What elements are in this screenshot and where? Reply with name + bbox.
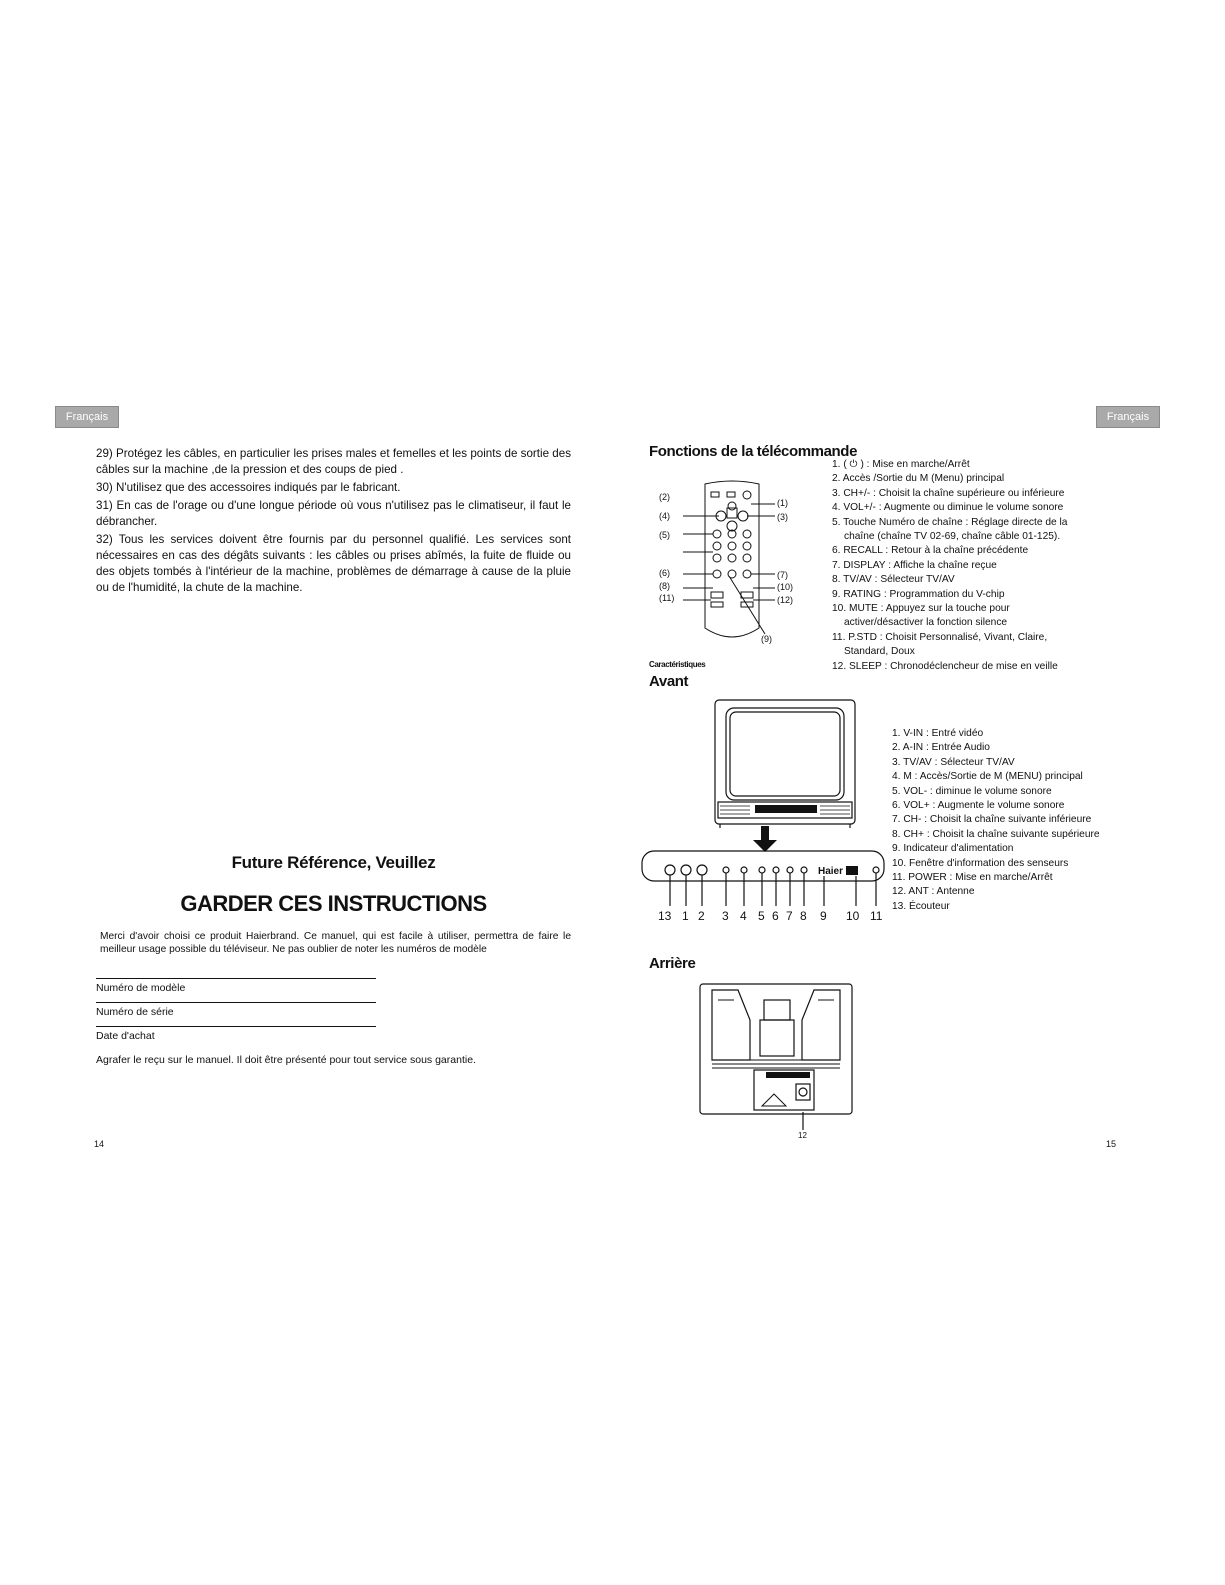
model-number-field: Numéro de modèle (96, 978, 376, 1002)
remote-callout-5: (5) (659, 530, 670, 540)
serial-number-field: Numéro de série (96, 1002, 376, 1026)
language-tab-right: Français (1096, 406, 1160, 428)
remote-item: Standard, Doux (844, 646, 915, 658)
remote-callout-2: (2) (659, 492, 670, 502)
thanks-paragraph: Merci d'avoir choisi ce produit Haierbrand. Ce manuel, qui est facile à utiliser, permettra de faire le meilleur usage possible du téléviseur. Ne pas oublier de noter les numéros de modèle (100, 931, 571, 955)
rear-callout-12: 12 (798, 1131, 807, 1140)
front-callout: 5 (758, 909, 765, 923)
front-item: 3. TV/AV : Sélecteur TV/AV (892, 756, 1015, 768)
remote-item: 7. DISPLAY : Affiche la chaîne reçue (832, 559, 997, 571)
remote-functions-list (832, 458, 1122, 674)
remote-item: 11. P.STD : Choisit Personnalisé, Vivant, Claire, (832, 631, 1048, 643)
safety-item-32: 32) Tous les services doivent être fournis par du personnel qualifié. Les services sont nécessaires en cas des dégâts suivants : les câbles ou prises abîmés, la fuite de fluide ou des objets tombés à l'intérieur de la machine, problèmes de démarrage à cause de la pluie ou de l'humidité, la chute de la machine. (96, 533, 571, 594)
future-reference-block (96, 853, 571, 917)
remote-callout-3: (3) (777, 512, 788, 522)
front-callout: 8 (800, 909, 807, 923)
keep-instructions-title: GARDER CES INSTRUCTIONS (180, 891, 487, 916)
rear-heading: Arrière (649, 955, 696, 972)
page-number-left: 14 (94, 1139, 105, 1149)
front-callout: 6 (772, 909, 779, 923)
receipt-note: Agrafer le reçu sur le manuel. Il doit être présenté pour tout service sous garantie. (96, 1054, 476, 1066)
remote-item: 3. CH+/- : Choisit la chaîne supérieure ou inférieure (832, 487, 1065, 499)
remote-callout-11: (11) (659, 593, 675, 603)
front-item: 7. CH- : Choisit la chaîne suivante inférieure (892, 814, 1092, 826)
remote-callout-10: (10) (777, 582, 794, 592)
front-item: 12. ANT : Antenne (892, 886, 975, 898)
remote-heading: Fonctions de la télécommande (649, 443, 858, 460)
record-fields (96, 978, 376, 1050)
remote-item: 10. MUTE : Appuyez sur la touche pour (832, 603, 1010, 615)
remote-item: 8. TV/AV : Sélecteur TV/AV (832, 574, 955, 586)
remote-callout-9: (9) (761, 634, 772, 644)
remote-callout-8: (8) (659, 581, 670, 591)
safety-item-29: 29) Protégez les câbles, en particulier les prises males et femelles et les points de sortie des câbles sur la machine ,de la pression et des coups de pied . (96, 447, 571, 476)
tv-front-illustration (640, 696, 890, 928)
remote-callout-6: (6) (659, 568, 670, 578)
front-callout: 11 (870, 909, 883, 923)
features-label: Caractéristiques (649, 660, 706, 669)
front-item: 6. VOL+ : Augmente le volume sonore (892, 800, 1065, 812)
remote-callout-1: (1) (777, 498, 788, 508)
remote-item: 9. RATING : Programmation du V-chip (832, 588, 1005, 600)
front-item: 8. CH+ : Choisit la chaîne suivante supérieure (892, 828, 1100, 840)
front-item: 1. V-IN : Entré vidéo (892, 728, 984, 739)
safety-item-31: 31) En cas de l'orage ou d'une longue période où vous n'utilisez pas le climatiseur, il faut le débrancher. (96, 499, 571, 528)
front-item: 2. A-IN : Entrée Audio (892, 742, 990, 754)
tv-rear-illustration (698, 980, 858, 1140)
language-tab-left: Français (55, 406, 119, 428)
front-item: 11. POWER : Mise en marche/Arrêt (892, 872, 1053, 884)
front-callout: 1 (682, 909, 689, 923)
front-item: 10. Fenêtre d'information des senseurs (892, 857, 1069, 869)
remote-item: 1. ( ⏻ ) : Mise en marche/Arrêt (832, 459, 970, 470)
front-callout: 9 (820, 909, 827, 923)
future-reference-title: Future Référence, Veuillez (231, 853, 436, 872)
front-heading: Avant (649, 673, 689, 690)
remote-callout-12: (12) (777, 595, 794, 605)
front-callout: 3 (722, 909, 729, 923)
front-callout: 7 (786, 909, 793, 923)
front-item: 4. M : Accès/Sortie de M (MENU) principal (892, 771, 1083, 783)
remote-item: activer/désactiver la fonction silence (844, 617, 1008, 629)
purchase-date-field: Date d'achat (96, 1026, 376, 1050)
remote-control-illustration (655, 478, 805, 658)
front-panel-list (892, 727, 1132, 914)
front-callout: 13 (658, 909, 672, 923)
front-item: 5. VOL- : diminue le volume sonore (892, 785, 1052, 797)
page-number-right: 15 (1106, 1139, 1117, 1149)
tv-brand-logo: Haier (818, 866, 844, 877)
safety-instructions (96, 446, 571, 598)
remote-item: 5. Touche Numéro de chaîne : Réglage directe de la (832, 516, 1068, 528)
remote-item: 6. RECALL : Retour à la chaîne précédente (832, 545, 1029, 557)
safety-item-30: 30) N'utilisez que des accessoires indiqués par le fabricant. (96, 481, 401, 494)
front-callout: 4 (740, 909, 747, 923)
remote-callout-7: (7) (777, 570, 788, 580)
front-item: 9. Indicateur d'alimentation (892, 843, 1014, 855)
front-item: 13. Écouteur (892, 900, 950, 912)
front-callout: 10 (846, 909, 860, 923)
front-callout: 2 (698, 909, 705, 923)
remote-callout-4: (4) (659, 511, 670, 521)
remote-item: 12. SLEEP : Chronodéclencheur de mise en veille (832, 660, 1058, 672)
remote-item: chaîne (chaîne TV 02-69, chaîne câble 01-125). (844, 531, 1061, 543)
remote-item: 2. Accès /Sortie du M (Menu) principal (832, 473, 1005, 485)
remote-item: 4. VOL+/- : Augmente ou diminue le volume sonore (832, 502, 1064, 514)
